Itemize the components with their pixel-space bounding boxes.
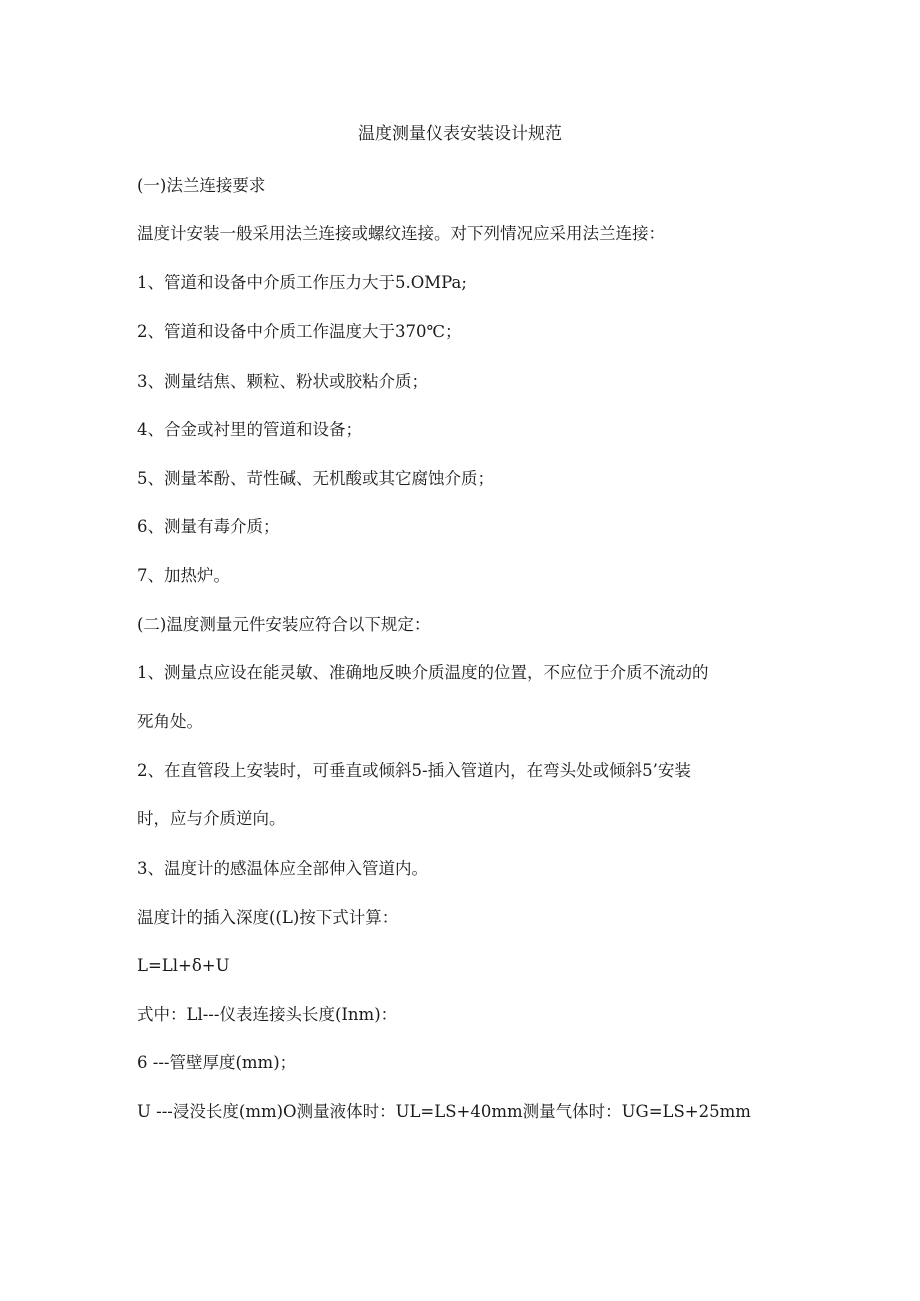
- formula: L=Ll+δ+U: [137, 956, 230, 975]
- list-item-3: 3、测量结焦、颗粒、粉状或胶粘介质；: [137, 372, 428, 391]
- document-title: 温度测量仪表安装设计规范: [358, 124, 562, 144]
- list-item-6: 6、测量有毒介质；: [137, 517, 280, 536]
- list-item-4: 4、合金或衬里的管道和设备；: [137, 420, 362, 439]
- rule-2-line-2: 时，应与介质逆向。: [137, 809, 286, 828]
- rule-3: 3、温度计的感温体应全部伸入管道内。: [137, 859, 428, 878]
- list-item-2: 2、管道和设备中介质工作温度大于370℃；: [137, 322, 462, 341]
- rule-1-line-2: 死角处。: [137, 712, 203, 731]
- insertion-depth-text: 温度计的插入深度((L)按下式计算：: [137, 908, 399, 927]
- section-heading-flange: (一)法兰连接要求: [137, 176, 266, 195]
- list-item-5: 5、测量苯酚、苛性碱、无机酸或其它腐蚀介质；: [137, 469, 494, 488]
- rule-1-line-1: 1、测量点应设在能灵敏、准确地反映介质温度的位置，不应位于介质不流动的: [137, 663, 709, 682]
- list-item-1: 1、管道和设备中介质工作压力大于5.OMPa;: [137, 273, 467, 292]
- formula-def-delta: 6 ---管壁厚度(mm)；: [137, 1053, 297, 1072]
- list-item-7: 7、加热炉。: [137, 566, 230, 585]
- formula-def-l1: 式中：Ll---仪表连接头长度(Inm)：: [137, 1005, 398, 1024]
- paragraph-intro: 温度计安装一般采用法兰连接或螺纹连接。对下列情况应采用法兰连接：: [137, 224, 665, 243]
- rule-2-line-1: 2、在直管段上安装时，可垂直或倾斜5-插入管道内，在弯头处或倾斜5’安装: [137, 761, 691, 780]
- formula-def-u: U ---浸没长度(mm)O测量液体时：UL=LS+40mm测量气体时：UG=LS+25mm: [137, 1102, 751, 1121]
- section-heading-element: (二)温度测量元件安装应符合以下规定：: [137, 615, 431, 634]
